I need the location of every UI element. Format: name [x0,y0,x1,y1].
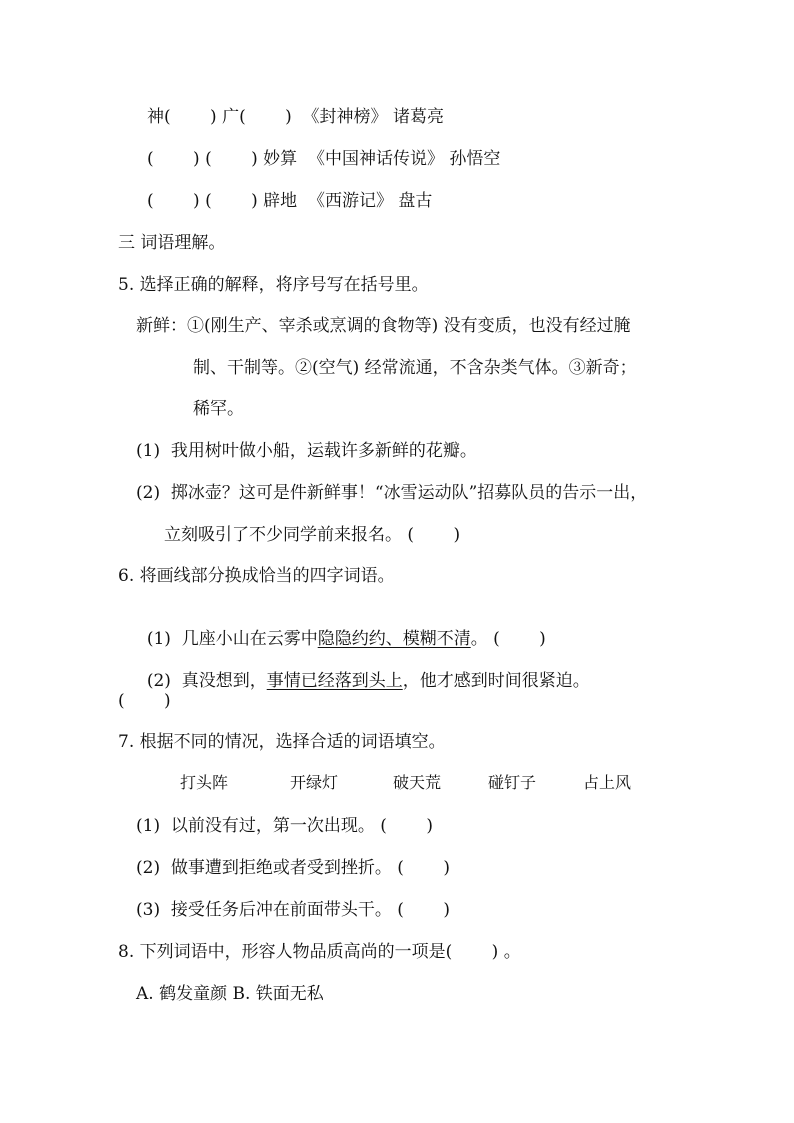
q8-stem: 8. 下列词语中，形容人物品质高尚的一项是( ) 。 [118,942,521,962]
q5-definition-line-3: 稀罕。 [193,399,244,419]
q6-item-2-text: (2) 真没想到， [146,671,267,691]
q6-item-1-blank: 。 ( ) [470,629,546,649]
q5-item-2-line-2: 立刻吸引了不少同学前来报名。 ( ) [164,525,461,545]
q6-item-1-underlined: 隐隐约约、模糊不清 [317,629,471,649]
q6-item-2-tail: ，他才感到时间很紧迫。 [402,671,590,691]
pairs-row-3: ( ) ( ) 辟地 《西游记》 盘古 [147,191,433,211]
q5-item-1: (1) 我用树叶做小船，运载许多新鲜的花瓣。 [136,441,477,461]
q6-item-1-text: (1) 几座小山在云雾中 [146,629,318,649]
q6-stem: 6. 将画线部分换成恰当的四字词语。 [118,566,395,586]
q5-item-2-line-1: (2) 掷冰壶？这可是件新鲜事！“冰雪运动队”招募队员的告示一出， [136,483,648,503]
q5-definition-line-2: 制、干制等。②(空气) 经常流通，不含杂类气体。③新奇； [193,358,637,378]
q6-item-2 [136,648,590,692]
q7-word-2: 开绿灯 [290,773,339,792]
pairs-row-2: ( ) ( ) 妙算 《中国神话传说》 孙悟空 [147,149,501,169]
section-3-title: 三 词语理解。 [118,233,226,253]
q5-stem: 5. 选择正确的解释，将序号写在括号里。 [118,275,429,295]
q6-item-2-blank: ( ) [118,691,171,711]
q7-stem: 7. 根据不同的情况，选择合适的词语填空。 [118,732,446,752]
q8-options: A. 鹤发童颜 B. 铁面无私 [136,984,324,1004]
pairs-row-1: 神( ) 广( ) 《封神榜》 诸葛亮 [147,107,444,127]
q5-definition-line-1: 新鲜：①(刚生产、宰杀或烹调的食物等) 没有变质，也没有经过腌 [136,316,631,336]
q7-word-4: 碰钉子 [488,773,537,792]
q6-item-1 [136,606,546,650]
q7-item-2: (2) 做事遭到拒绝或者受到挫折。 ( ) [136,858,450,878]
q7-item-3: (3) 接受任务后冲在前面带头干。 ( ) [136,900,450,920]
q7-item-1: (1) 以前没有过，第一次出现。 ( ) [136,816,433,836]
q7-word-1: 打头阵 [180,773,229,792]
q7-word-3: 破天荒 [393,773,442,792]
q6-item-2-underlined: 事情已经落到头上 [266,671,403,691]
q7-word-5: 占上风 [583,773,632,792]
